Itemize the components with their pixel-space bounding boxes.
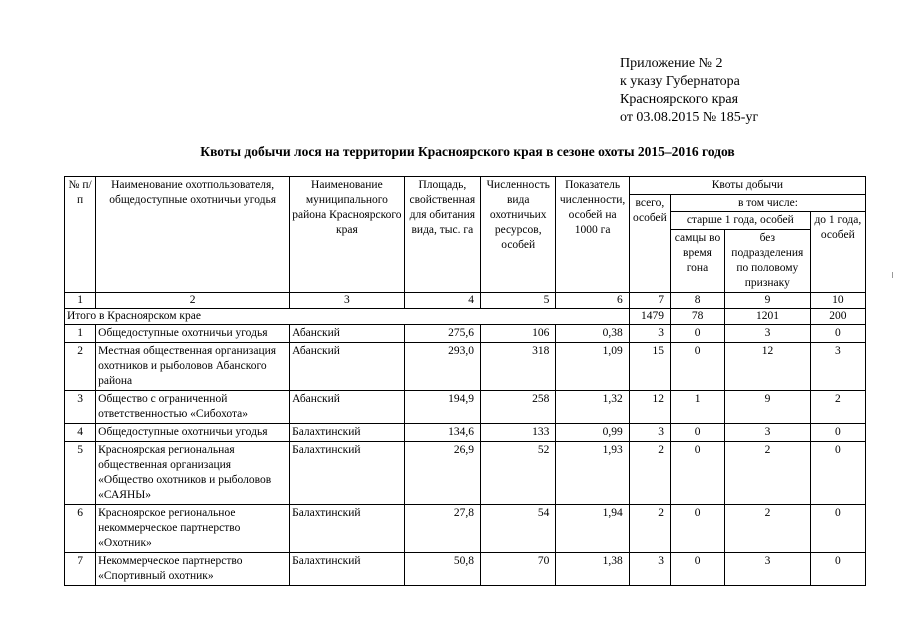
header-num: № п/п — [65, 177, 96, 293]
row-district: Абанский — [290, 343, 405, 391]
row-total: 3 — [629, 553, 670, 586]
column-number: 7 — [629, 293, 670, 309]
header-user: Наименование охотпользователя, общедоступные охотничьи угодья — [96, 177, 290, 293]
header-males: самцы во время гона — [671, 230, 725, 292]
row-under1: 2 — [810, 391, 865, 424]
row-total: 15 — [629, 343, 670, 391]
row-nosex: 12 — [725, 343, 810, 391]
header-including: в том числе: — [670, 195, 865, 212]
annex-block — [620, 55, 758, 127]
annex-line: Красноярского края — [620, 92, 739, 107]
row-nosex: 9 — [725, 391, 810, 424]
row-total: 3 — [629, 325, 670, 343]
table-row — [65, 505, 866, 553]
row-user: Общество с ограниченной ответственностью «Сибохота» — [96, 391, 290, 424]
row-total: 2 — [629, 505, 670, 553]
row-number: 5 — [65, 442, 96, 505]
summary-row — [65, 309, 866, 325]
row-males: 0 — [670, 424, 724, 442]
table-body — [65, 309, 866, 586]
row-indicator: 0,38 — [556, 325, 629, 343]
row-indicator: 1,94 — [556, 505, 629, 553]
row-district: Абанский — [290, 391, 405, 424]
row-area: 134,6 — [404, 424, 480, 442]
column-number: 8 — [670, 293, 724, 309]
row-number: 1 — [65, 325, 96, 343]
row-total: 12 — [629, 391, 670, 424]
row-indicator: 0,99 — [556, 424, 629, 442]
header-total: всего, особей — [629, 195, 670, 293]
header-over1-sub — [671, 230, 810, 292]
row-nosex: 3 — [725, 325, 810, 343]
row-males: 0 — [670, 553, 724, 586]
row-district: Балахтинский — [290, 424, 405, 442]
row-under1: 0 — [810, 442, 865, 505]
column-number: 10 — [810, 293, 865, 309]
column-number: 4 — [404, 293, 480, 309]
header-nosex: без подразделения по половому признаку — [731, 232, 804, 289]
row-number: 2 — [65, 343, 96, 391]
header-over1-label: старше 1 года, особей — [671, 212, 810, 230]
summary-nosex: 1201 — [725, 309, 810, 325]
row-total: 2 — [629, 442, 670, 505]
header-area: Площадь, свойственная для обитания вида, тыс. га — [404, 177, 480, 293]
header-population: Численность вида охотничьих ресурсов, особей — [481, 177, 556, 293]
table-row — [65, 343, 866, 391]
header-indicator: Показатель численности, особей на 1000 га — [556, 177, 629, 293]
row-nosex: 2 — [725, 442, 810, 505]
annex-line: Приложение № 2 — [620, 56, 723, 71]
margin-mark — [892, 272, 893, 278]
summary-males: 78 — [670, 309, 724, 325]
column-number: 1 — [65, 293, 96, 309]
row-males: 0 — [670, 505, 724, 553]
annex-line: от 03.08.2015 № 185-уг — [620, 110, 759, 125]
row-under1: 0 — [810, 553, 865, 586]
row-user: Местная общественная организация охотников и рыболовов Абанского района — [96, 343, 290, 391]
row-indicator: 1,09 — [556, 343, 629, 391]
row-nosex: 3 — [725, 424, 810, 442]
row-number: 4 — [65, 424, 96, 442]
summary-label: Итого в Красноярском крае — [65, 309, 630, 325]
row-under1: 3 — [810, 343, 865, 391]
row-population: 106 — [481, 325, 556, 343]
row-user: Общедоступные охотничьи угодья — [96, 325, 290, 343]
header-over1 — [670, 212, 810, 293]
table-row — [65, 325, 866, 343]
column-number: 2 — [96, 293, 290, 309]
table-header — [65, 177, 866, 309]
row-indicator: 1,38 — [556, 553, 629, 586]
row-males: 0 — [670, 442, 724, 505]
row-number: 6 — [65, 505, 96, 553]
row-area: 26,9 — [404, 442, 480, 505]
table-row — [65, 442, 866, 505]
table-row — [65, 553, 866, 586]
row-user: Красноярское региональное некоммерческое партнерство «Охотник» — [96, 505, 290, 553]
row-under1: 0 — [810, 505, 865, 553]
document-title: Квоты добычи лося на территории Красноярского края в сезоне охоты 2015–2016 годов — [200, 144, 735, 159]
row-nosex: 3 — [725, 553, 810, 586]
row-population: 54 — [481, 505, 556, 553]
header-quotas: Квоты добычи — [629, 177, 865, 195]
row-user: Общедоступные охотничьи угодья — [96, 424, 290, 442]
row-under1: 0 — [810, 325, 865, 343]
row-total: 3 — [629, 424, 670, 442]
row-area: 27,8 — [404, 505, 480, 553]
row-district: Балахтинский — [290, 442, 405, 505]
row-area: 50,8 — [404, 553, 480, 586]
column-number: 5 — [481, 293, 556, 309]
column-number: 9 — [725, 293, 810, 309]
row-indicator: 1,93 — [556, 442, 629, 505]
row-area: 194,9 — [404, 391, 480, 424]
quota-table — [64, 176, 866, 586]
row-under1: 0 — [810, 424, 865, 442]
row-population: 318 — [481, 343, 556, 391]
row-population: 133 — [481, 424, 556, 442]
row-indicator: 1,32 — [556, 391, 629, 424]
row-population: 52 — [481, 442, 556, 505]
table-row — [65, 424, 866, 442]
row-nosex: 2 — [725, 505, 810, 553]
column-number: 3 — [290, 293, 405, 309]
row-area: 293,0 — [404, 343, 480, 391]
row-number: 7 — [65, 553, 96, 586]
annex-line: к указу Губернатора — [620, 74, 740, 89]
row-population: 70 — [481, 553, 556, 586]
summary-under1: 200 — [810, 309, 865, 325]
row-males: 0 — [670, 325, 724, 343]
row-number: 3 — [65, 391, 96, 424]
header-under1: до 1 года, особей — [810, 212, 865, 293]
column-number: 6 — [556, 293, 629, 309]
row-district: Балахтинский — [290, 553, 405, 586]
row-area: 275,6 — [404, 325, 480, 343]
header-district: Наименование муниципального района Красноярского края — [290, 177, 405, 293]
row-user: Некоммерческое партнерство «Спортивный охотник» — [96, 553, 290, 586]
row-user: Красноярская региональная общественная организация «Общество охотников и рыболовов «САЯНЫ» — [96, 442, 290, 505]
row-males: 0 — [670, 343, 724, 391]
table-row — [65, 391, 866, 424]
summary-total: 1479 — [629, 309, 670, 325]
row-district: Абанский — [290, 325, 405, 343]
row-district: Балахтинский — [290, 505, 405, 553]
row-males: 1 — [670, 391, 724, 424]
row-population: 258 — [481, 391, 556, 424]
column-number-row — [65, 293, 866, 309]
